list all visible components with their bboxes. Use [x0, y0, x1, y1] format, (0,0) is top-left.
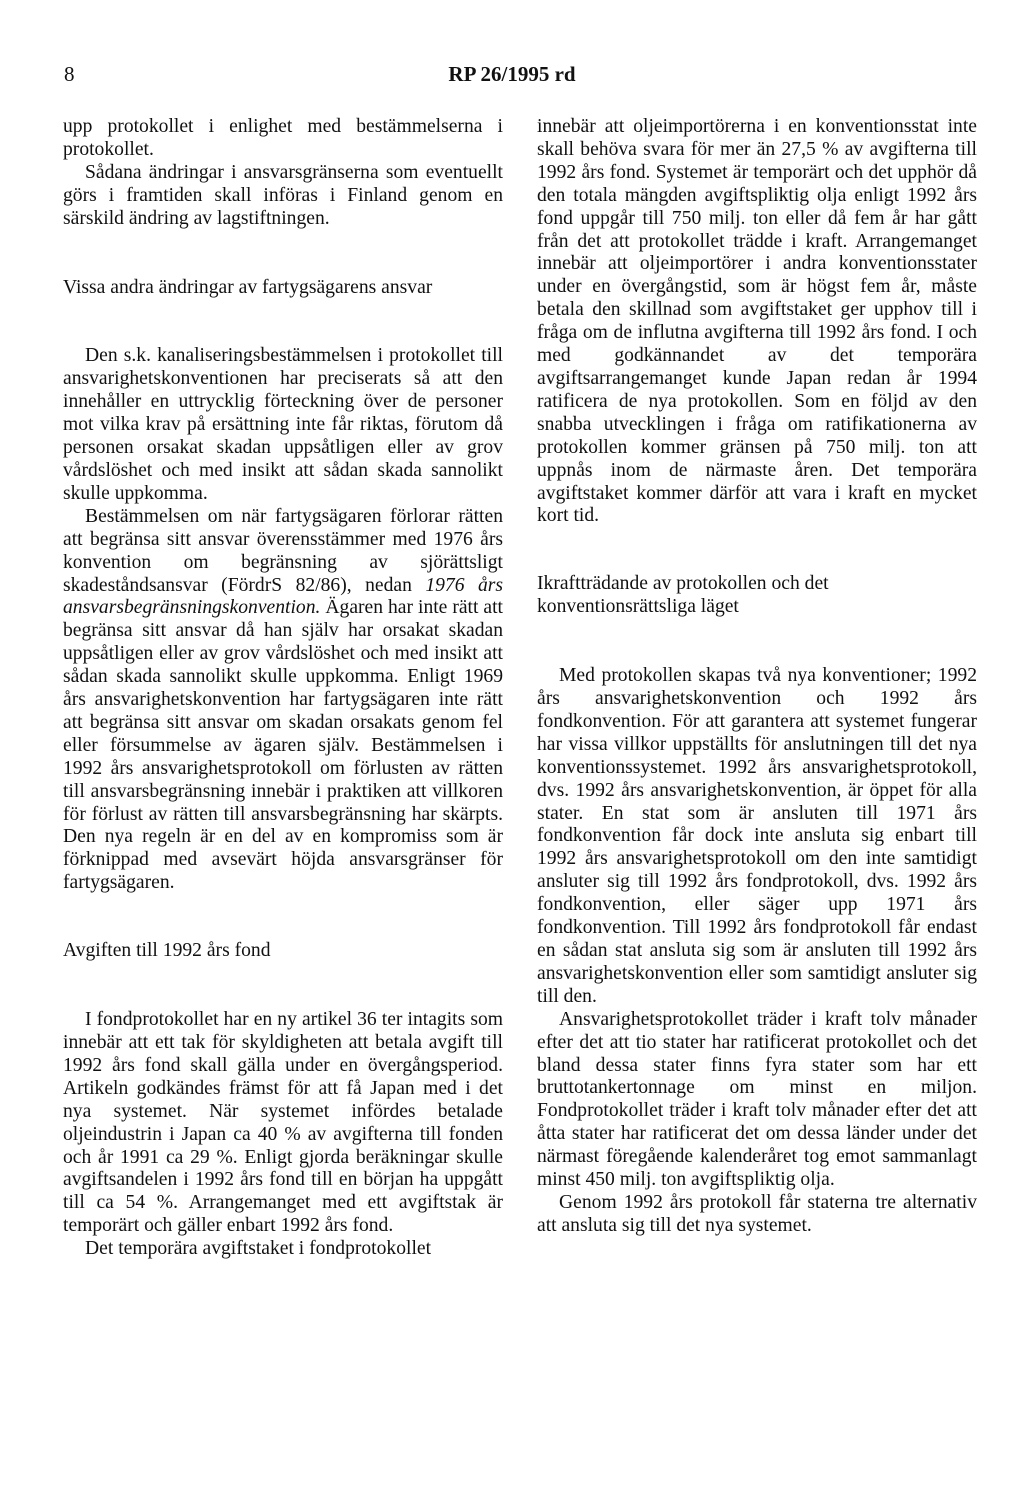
paragraph: Den s.k. kanaliseringsbestämmelsen i protokollet till ansvarighetskonventionen har preciserats så att den innehåller en uttrycklig förteckning över de personer mot vilka krav på ersättning inte får riktas, förutom då personen orsakat skadan uppsåtligen eller av grov vårdslöshet och med insikt att sådan skada sannolikt skulle uppkomma.: [63, 345, 503, 504]
running-title: RP 26/1995 rd: [448, 62, 576, 86]
paragraph: Genom 1992 års protokoll får staterna tre alternativ att ansluta sig till det nya systemet.: [537, 1191, 977, 1236]
paragraph-text: Bestämmelsen om när fartygsägaren förlorar rätten att begränsa sitt ansvar överensstämmer med 1976 års konvention om begränsning av sjörättsligt skadeståndsansvar (FördrS 82/86), nedan: [63, 505, 503, 596]
section-heading: Vissa andra ändringar av fartygsägarens ansvar: [63, 276, 433, 298]
page-number: 8: [64, 62, 75, 86]
paragraph: [63, 506, 503, 895]
paragraph: Med protokollen skapas två nya konventioner; 1992 års ansvarighetskonvention och 1992 års fondkonvention. För att garantera att systemet fungerar har vissa villkor uppställts för anslutningen till det nya konventionssystemet. 1992 års ansvarighetsprotokoll, dvs. 1992 års ansvarighetskonvention, är öppet för alla stater. En stat som är ansluten till 1971 års fondkonvention får dock inte ansluta sig enbart till 1992 års ansvarighetsprotokoll om den inte samtidigt ansluter sig till 1992 års fondprotokoll, dvs. 1992 års fondkonvention, eller säger upp 1971 års fondkonvention. Till 1992 års fondprotokoll får endast en sådan stat ansluta sig som är ansluten till 1992 års ansvarighetskonvention eller som samtidigt ansluter sig till den.: [537, 665, 977, 1007]
section-heading: Ikraftträdande av protokollen och det konventionsrättsliga läget: [537, 573, 829, 618]
paragraph: I fondprotokollet har en ny artikel 36 ter intagits som innebär att ett tak för skyldigheten att betala avgift till 1992 års fond skall gälla under en övergångsperiod. Artikeln godkändes främst för att få Japan med i det nya systemet. När systemet infördes betalade oljeindustrin i Japan ca 40 % av avgifterna till fonden och år 1991 ca 29 %. Enligt gjorda beräkningar skulle avgiftsandelen i 1992 års fond till en början ha uppgått till ca 54 %. Arrangemanget med ett avgiftstak är temporärt och gäller enbart 1992 års fond.: [63, 1009, 503, 1237]
italic-term: 1976 års ansvarsbegränsningskonvention.: [63, 574, 503, 619]
right-column: [537, 116, 977, 1238]
paragraph: Sådana ändringar i ansvarsgränserna som eventuellt görs i framtiden skall införas i Finland genom en särskild ändring av lagstiftningen.: [63, 161, 503, 229]
section-heading: Avgiften till 1992 års fond: [63, 940, 271, 962]
paragraph-text: Ägaren har inte rätt att begränsa sitt ansvar då han själv har orsakat skadan uppsåtligen eller av grov vårdslöshet och med insikt att sådan skada sannolikt skulle uppkomma. Enligt 1969 års ansvarighetskonvention har fartygsägaren inte rätt att begränsa sitt ansvar om skadan orsakats genom fel eller försummelse av ägaren själv. Bestämmelsen i 1992 års ansvarighetsprotokoll om förlusten av rätten till ansvarsbegränsning innebär i praktiken att villkoren för förlust av rätten till ansvarsbegränsning har skärpts. Den nya regeln är en del av en kompromiss som är förknippad med avsevärt höjda ansvarsgränser för fartygsägaren.: [63, 597, 503, 894]
paragraph: Det temporära avgiftstaket i fondprotokollet: [85, 1238, 432, 1260]
left-column: [63, 116, 503, 1261]
paragraph: innebär att oljeimportörerna i en konventionsstat inte skall behöva svara för mer än 27,5 % av avgifterna till 1992 års fond. Systemet är temporärt och det upphör då den totala mängden avgiftspliktig olja enligt 1992 års fond uppgår till 750 milj. ton eller då fem år har gått från det att protokollet trädde i kraft. Arrangemanget innebär att oljeimportörer i andra konventionsstater under en övergångstid, som är högst fem år, måste betala den skillnad som avgiftstaket ger upphov till i fråga om de influtna avgifterna till 1992 års fond. I och med godkännandet av det temporära avgiftsarrangemanget kunde Japan redan år 1994 ratificera de nya protokollen. Som en följd av den snabba utvecklingen i fråga om ratifikationerna av protokollen kommer gränsen på 750 milj. ton att uppnås inom de närmaste åren. Det temporära avgiftstaket kommer därför att vara i kraft en mycket kort tid.: [537, 116, 977, 527]
paragraph: Ansvarighetsprotokollet träder i kraft tolv månader efter det att tio stater har ratificerat protokollet och det bland dessa stater finns fyra stater som har ett bruttotankertonnage om minst en miljon. Fondprotokollet träder i kraft tolv månader efter det att åtta stater har ratificerat det om dessa länder under det närmast föregående kalenderåret tog emot sammanlagt minst 450 milj. ton avgiftspliktig olja.: [537, 1008, 977, 1191]
paragraph: upp protokollet i enlighet med bestämmelserna i protokollet.: [63, 116, 503, 160]
